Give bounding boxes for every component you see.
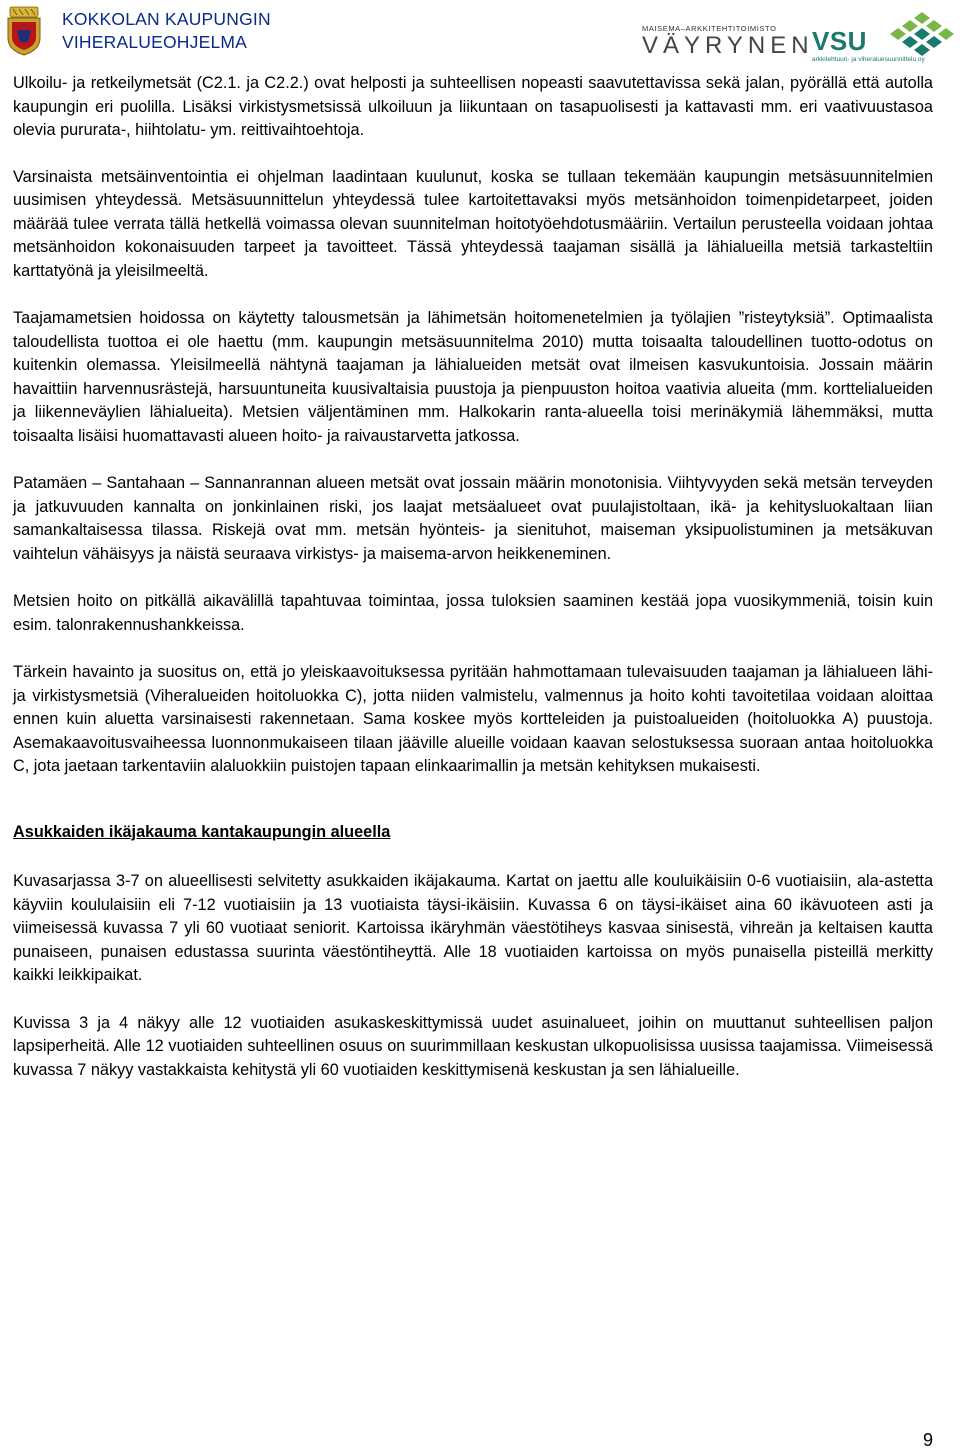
paragraph-children-concentration: Kuvissa 3 ja 4 näkyy alle 12 vuotiaiden asukaskeskittymissä uudet asuinalueet, joihin on muuttanut suhteellisen paljon lapsiperheitä. Alle 12 vuotiaiden suhteellinen osuus on suurimmillaan keskustan ulkopuolisissa uusissa taajamissa. Viimeisessä kuvassa 7 näkyy vastakkaista kehitystä yli 60 vuotiaiden keskittymisenä keskustan ja sen lähialueille. <box>13 1013 933 1079</box>
vsu-logo-text: VSU <box>812 26 867 56</box>
org-name-line2: VIHERALUEOHJELMA <box>62 32 248 52</box>
organization-title <box>62 8 271 54</box>
document-body <box>13 72 933 1106</box>
vsu-logo <box>810 8 960 66</box>
paragraph-outdoor-forests: Ulkoilu- ja retkeilymetsät (C2.1. ja C2.2.) ovat helposti ja suhteellisen nopeasti saavutettavissa sekä jalan, pyörällä että autolla kaupungin eri puolilla. Lisäksi virkistysmetsissä ulkoiluun ja liikuntaan on tasapuolisesti ja kattavasti mm. eri vaativuustasoa olevia pururata-, hiihtolatu- ym. reittivaihtoehtoja. <box>13 74 933 139</box>
org-name-line1: KOKKOLAN KAUPUNGIN <box>62 9 271 29</box>
paragraph-key-recommendation: Tärkein havainto ja suositus on, että jo yleiskaavoituksessa pyritään hahmottamaan tulevaisuuden taajaman ja lähialueen lähi- ja virkistysmetsiä (Viheralueiden hoitoluokka C), jotta niiden valmistelu, valmennus ja hoito kohti tavoitetilaa voidaan aloittaa ennen kuin aluetta varsinaisesti rakennetaan. Sama koskee myös kortteleiden ja puistoalueiden (hoitoluokka A) puustoja. Asemakaavoitusvaiheessa luonnonmukaiseen tilaan jääville alueille voidaan kaavan selostuksessa suoraan antaa hoitoluokka C, jota jaetaan tarkentaviin alaluokkiin puistojen tapaan elinkaarimallin ja metsän kehityksen mukaisesti. <box>13 663 933 775</box>
paragraph-monotonic-forests: Patamäen – Santahaan – Sannanrannan alueen metsät ovat jossain määrin monotonisia. Viihtyvyyden sekä metsän terveyden ja jatkuvuuden kannalta on jonkinlainen riski, jos laajat metsäalueet ovat puulajistoltaan, ikä- ja kehitysluokaltaan liian samankaltaisessa tilassa. Riskejä ovat mm. metsän hyönteis- ja sienituhot, maiseman yksipuolistuminen ja metsäkuvan vaihtelun vähäisyys ja näistä seuraava virkistys- ja maisema-arvon heikkeneminen. <box>13 474 933 563</box>
paragraph-forest-inventory: Varsinaista metsäinventointia ei ohjelman laadintaan kuulunut, koska se tullaan tekemään kaupungin metsäsuunnitelmien uusimisen yhteydessä. Metsäsuunnittelun yhteydessä tulee kartoitettavaksi myös metsänhoidon toimenpidetarpeet, joiden määrää tulee verrata tällä hetkellä voimassa olevan suunnitelman hoitotyöehdotusmääriin. Vertailun perusteella voidaan johtaa metsänhoidon kokonaisuuden tarpeet ja tavoitteet. Tässä yhteydessä taajaman sisällä ja lähialueilla metsiä tarkasteltiin karttatyönä ja yleisilmeeltä. <box>13 167 933 280</box>
paragraph-age-maps: Kuvasarjassa 3-7 on alueellisesti selvitetty asukkaiden ikäjakauma. Kartat on jaettu alle kouluikäisiin 0-6 vuotiaisiin, ala-astetta käyviin koululaisiin eli 7-12 vuotiaisiin ja 13 vuotiaista täysi-ikäisiin. Kuvassa 6 on täysi-ikäiset aina 60 ikävuoteen asti ja viimeisessä kuvassa 7 yli 60 vuotiaat seniorit. Kartoissa ikäryhmän väestötiheys kasvaa sinisestä, vihreän ja keltaisen kautta punaiseen, punaisen edustassa suurinta väestöntiheyttä. Alle 18 vuotiaiden kartoissa on myös punaisella pisteillä merkitty kaikki leikkipaikat. <box>13 872 933 984</box>
page-number: 9 <box>922 1430 933 1450</box>
paragraph-long-term-care: Metsien hoito on pitkällä aikavälillä tapahtuvaa toimintaa, jossa tuloksien saaminen kestää jopa vuosikymmeniä, toisin kuin esim. talonrakennushankkeissa. <box>13 592 933 634</box>
vayrynen-logo <box>642 24 814 60</box>
paragraph-urban-forest-care: Taajamametsien hoidossa on käytetty talousmetsän ja lähimetsän hoitomenetelmien ja työlajien ”risteytyksiä”. Optimaalista taloudellista tuottoa ei ole haettu (mm. kaupungin metsäsuunnitelma 2010) mutta toisaalta taloudellinen tuotto-odotus on kuitenkin olemassa. Yleisilmeellä nähtynä taajaman ja lähialueiden metsät ovat ilmeisen kasvukuntoisia. Jossain määrin havaittiin harvennusrästejä, harsuuntuneita kuusivaltaisia puustoja ja pienpuuston hoitoa vaativia alueita (mm. korttelialueiden ja liikenneväylien lähialueita). Metsien väljentäminen mm. Halkokarin ranta-alueella toisi merinäkymiä lähemmäksi, mutta toisaalta lisäisi huomattavasti alueen hoito- ja raivaustarvetta jatkossa. <box>13 309 933 445</box>
page-header <box>0 0 960 62</box>
coat-of-arms-icon <box>4 4 44 56</box>
vsu-logo-subtitle: arkkitehtuuri- ja viheraluesuunnittelu oy <box>812 56 925 63</box>
vsu-diamond-icon <box>886 10 958 58</box>
vayrynen-logo-subtitle: MAISEMA–ARKKITEHTITOIMISTO <box>642 24 777 33</box>
section-heading-age-distribution: Asukkaiden ikäjakauma kantakaupungin alueella <box>13 822 391 841</box>
vayrynen-logo-name: VÄYRYNEN <box>642 32 814 59</box>
